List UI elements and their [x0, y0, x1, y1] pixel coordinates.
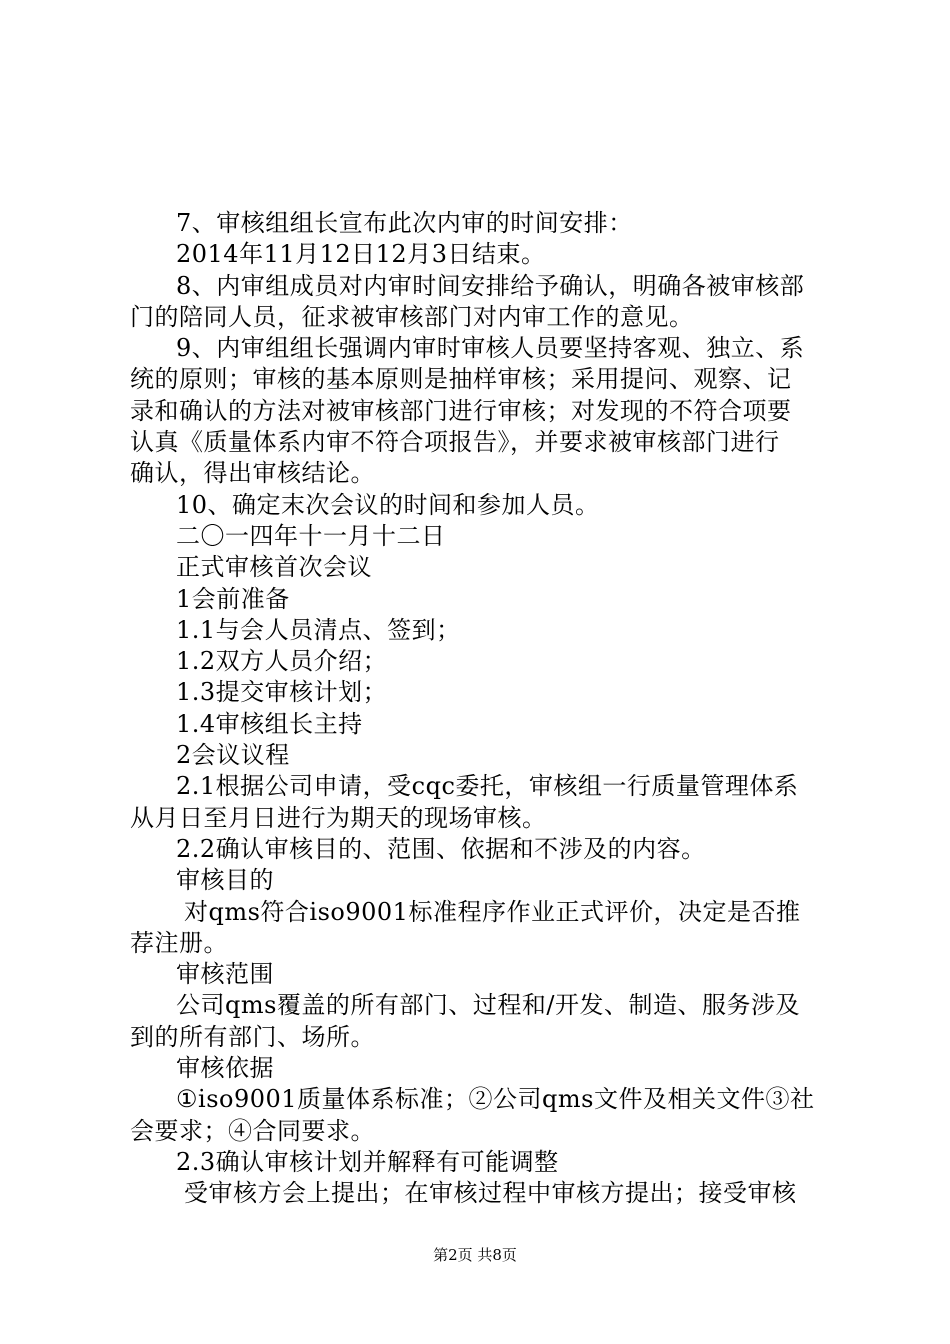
- subsection-heading: 审核依据: [176, 1054, 274, 1083]
- paragraph-line: 9、内审组组长强调内审时审核人员要坚持客观、独立、系: [176, 334, 805, 363]
- paragraph-line: 认真《质量体系内审不符合项报告》，并要求被审核部门进行: [130, 428, 780, 457]
- section-heading: 1会前准备: [176, 584, 290, 613]
- paragraph-line: 受审核方会上提出；在审核过程中审核方提出；接受审核: [184, 1179, 797, 1208]
- subsection-heading: 审核范围: [176, 960, 274, 989]
- paragraph-line: 公司qms覆盖的所有部门、过程和/开发、制造、服务涉及: [176, 991, 801, 1020]
- paragraph-line: 对qms符合iso9001标准程序作业正式评价，决定是否推: [184, 897, 801, 926]
- paragraph-line: 到的所有部门、场所。: [130, 1022, 375, 1051]
- list-item: 1.4审核组长主持: [176, 709, 363, 738]
- list-item: 1.1与会人员清点、签到；: [176, 615, 461, 644]
- paragraph-line: 2.2确认审核目的、范围、依据和不涉及的内容。: [176, 834, 706, 863]
- paragraph-line: 门的陪同人员，征求被审核部门对内审工作的意见。: [130, 302, 694, 331]
- paragraph-line: 2.1根据公司申请，受cqc委托，审核组一行质量管理体系: [176, 772, 799, 801]
- paragraph-line: 2014年11月12日12月3日结束。: [176, 240, 546, 269]
- section-heading: 正式审核首次会议: [176, 553, 372, 582]
- document-body: [130, 208, 830, 1210]
- date-line: 二〇一四年十一月十二日: [176, 521, 446, 550]
- paragraph-line: 确认，得出审核结论。: [130, 459, 375, 488]
- list-item: 1.3提交审核计划；: [176, 678, 388, 707]
- list-item: 1.2双方人员介绍；: [176, 647, 388, 676]
- paragraph-line: 2.3确认审核计划并解释有可能调整: [176, 1147, 559, 1176]
- paragraph-line: 8、内审组成员对内审时间安排给予确认，明确各被审核部: [176, 271, 805, 300]
- paragraph-line: ①iso9001质量体系标准；②公司qms文件及相关文件③社: [176, 1085, 815, 1114]
- paragraph-line: 从月日至月日进行为期天的现场审核。: [130, 803, 547, 832]
- paragraph-line: 会要求；④合同要求。: [130, 1116, 375, 1145]
- page-number-footer: 第2页 共8页: [433, 1246, 517, 1264]
- paragraph-line: 录和确认的方法对被审核部门进行审核；对发现的不符合项要: [130, 396, 792, 425]
- paragraph-line: 荐注册。: [130, 928, 228, 957]
- section-heading: 2会议议程: [176, 741, 290, 770]
- paragraph-line: 统的原则；审核的基本原则是抽样审核；采用提问、观察、记: [130, 365, 792, 394]
- paragraph-line: 10、确定末次会议的时间和参加人员。: [176, 490, 600, 519]
- subsection-heading: 审核目的: [176, 866, 274, 895]
- paragraph-line: 7、审核组组长宣布此次内审的时间安排：: [176, 209, 633, 237]
